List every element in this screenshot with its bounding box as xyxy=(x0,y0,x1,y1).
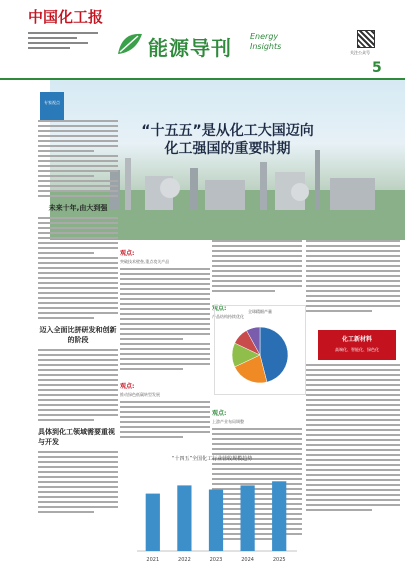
section-title: 能源导刊 xyxy=(148,36,232,60)
masthead xyxy=(0,0,405,76)
leaf-icon xyxy=(116,30,144,56)
bar-label-2025: 2025 xyxy=(272,557,286,563)
pie-chart: 全球精细产量 xyxy=(214,305,306,395)
bar-chart-title: “十四五”全国化工行业营收规模趋势 xyxy=(171,456,253,462)
view-tag-1: 观点: xyxy=(120,250,135,257)
headline-line-2: 化工强国的重要时期 xyxy=(164,141,291,157)
bar-label-2021: 2021 xyxy=(146,557,160,563)
view-tag-2: 观点: xyxy=(120,383,135,390)
page-number: 5 xyxy=(372,60,382,76)
bar-2021 xyxy=(146,494,160,551)
bar-2024 xyxy=(240,485,254,551)
article-column-1 xyxy=(38,120,118,516)
headline-line-1: “十五五”是从化工大国迈向 xyxy=(141,123,314,139)
bar-label-2022: 2022 xyxy=(178,557,191,563)
view-quote-1: 突破技术壁垒,重点攻关产品 xyxy=(120,259,170,264)
article-column-4 xyxy=(306,240,400,315)
view-quote-2: 推动绿色低碳转型发展 xyxy=(120,392,160,397)
article-column-4b xyxy=(306,364,400,514)
view-quote-3: 产品结构持续优化 xyxy=(212,314,244,319)
subheading-1: 未来十年,由大到强 xyxy=(48,204,108,212)
newspaper-logo: 中国化工报 xyxy=(28,8,104,26)
subheading-2: 迈入全面比拼研发和创新的阶段 xyxy=(39,326,117,344)
bar-chart-svg xyxy=(123,465,301,565)
pie-chart-svg xyxy=(215,315,305,393)
view-tag-4: 观点: xyxy=(212,410,227,417)
bar-chart xyxy=(123,455,301,565)
view-quote-4: 上游产业布局调整 xyxy=(212,419,244,424)
bar-label-2024: 2024 xyxy=(241,557,254,563)
bar-label-2023: 2023 xyxy=(209,557,223,563)
meta-lines xyxy=(28,32,98,52)
bar-2022 xyxy=(177,485,191,551)
highlight-box: 化工新材料 高端化、智能化、绿色化 xyxy=(318,330,396,360)
article-column-2 xyxy=(120,240,210,441)
bar-2023 xyxy=(209,490,223,552)
qr-caption: 关注公众号 xyxy=(350,50,370,55)
subheading-3: 具体到化工领域需要重视与开发 xyxy=(38,428,115,446)
view-tag-3: 观点: xyxy=(212,305,227,312)
qr-code xyxy=(357,30,375,48)
bar-2025 xyxy=(272,481,286,551)
section-subtitle: Energy Insights xyxy=(250,32,282,51)
section-band xyxy=(100,26,350,62)
column-tag: 专家视点 xyxy=(40,92,64,122)
